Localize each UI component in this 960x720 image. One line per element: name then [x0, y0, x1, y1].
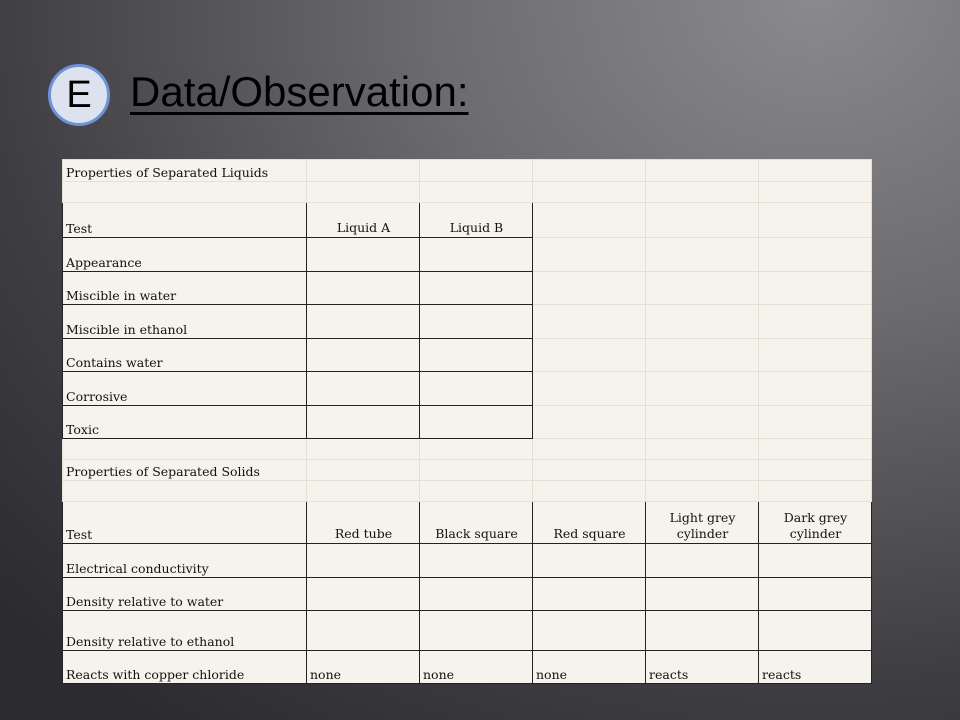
- solids-header-black-square: Black square: [420, 502, 533, 544]
- solids-row-test: Reacts with copper chloride: [63, 651, 307, 684]
- liquids-section-title: Properties of Separated Liquids: [63, 160, 307, 182]
- table-row: [63, 372, 872, 406]
- observation-table: [62, 159, 872, 684]
- solids-cell: [420, 578, 533, 611]
- liquids-cell-a: [307, 339, 420, 372]
- solids-cell: [646, 611, 759, 651]
- solids-cell: [307, 544, 420, 578]
- section-badge: E: [48, 64, 110, 126]
- liquids-cell-a: [307, 238, 420, 272]
- slide-title: Data/Observation:: [130, 68, 469, 115]
- solids-header-test: Test: [63, 502, 307, 544]
- table-row: [63, 238, 872, 272]
- solids-cell: [420, 611, 533, 651]
- table-row: [63, 339, 872, 372]
- spacer-row: [63, 182, 872, 203]
- solids-section-title: Properties of Separated Solids: [63, 460, 307, 481]
- solids-cell: [759, 578, 872, 611]
- liquids-row-test: Miscible in water: [63, 272, 307, 305]
- liquids-cell-a: [307, 305, 420, 339]
- liquids-row-test: Contains water: [63, 339, 307, 372]
- table-row: [63, 406, 872, 439]
- liquids-row-test: Corrosive: [63, 372, 307, 406]
- liquids-cell-a: [307, 272, 420, 305]
- liquids-row-test: Appearance: [63, 238, 307, 272]
- liquids-row-test: Toxic: [63, 406, 307, 439]
- solids-cell: none: [420, 651, 533, 684]
- solids-header-row: [63, 502, 872, 544]
- solids-cell: [533, 578, 646, 611]
- solids-cell: [759, 611, 872, 651]
- solids-header-light-grey-cylinder: Light grey cylinder: [646, 502, 759, 544]
- liquids-header-liquid-b: Liquid B: [420, 203, 533, 238]
- liquids-cell-a: [307, 406, 420, 439]
- solids-cell: [307, 578, 420, 611]
- solids-section-row: [63, 460, 872, 481]
- liquids-row-test: Miscible in ethanol: [63, 305, 307, 339]
- solids-header-red-square: Red square: [533, 502, 646, 544]
- liquids-cell-b: [420, 305, 533, 339]
- table-row: [63, 272, 872, 305]
- spacer-row: [63, 439, 872, 460]
- solids-header-dark-grey-cylinder: Dark grey cylinder: [759, 502, 872, 544]
- liquids-header-liquid-a: Liquid A: [307, 203, 420, 238]
- solids-cell: [533, 611, 646, 651]
- solids-row-test: Density relative to ethanol: [63, 611, 307, 651]
- table-row: [63, 305, 872, 339]
- liquids-cell-b: [420, 372, 533, 406]
- solids-row-test: Electrical conductivity: [63, 544, 307, 578]
- liquids-cell-a: [307, 372, 420, 406]
- liquids-cell-b: [420, 406, 533, 439]
- liquids-cell-b: [420, 339, 533, 372]
- table-row: [63, 651, 872, 684]
- liquids-header-test: Test: [63, 203, 307, 238]
- solids-cell: reacts: [646, 651, 759, 684]
- solids-row-test: Density relative to water: [63, 578, 307, 611]
- solids-cell: [646, 578, 759, 611]
- solids-cell: reacts: [759, 651, 872, 684]
- liquids-cell-b: [420, 238, 533, 272]
- liquids-cell-b: [420, 272, 533, 305]
- liquids-section-row: [63, 160, 872, 182]
- solids-cell: [759, 544, 872, 578]
- table-row: [63, 578, 872, 611]
- solids-cell: [307, 611, 420, 651]
- liquids-header-row: [63, 203, 872, 238]
- solids-cell: [646, 544, 759, 578]
- solids-cell: [533, 544, 646, 578]
- spacer-row: [63, 481, 872, 502]
- solids-header-red-tube: Red tube: [307, 502, 420, 544]
- table-row: [63, 544, 872, 578]
- solids-cell: none: [533, 651, 646, 684]
- table-row: [63, 611, 872, 651]
- solids-cell: none: [307, 651, 420, 684]
- solids-cell: [420, 544, 533, 578]
